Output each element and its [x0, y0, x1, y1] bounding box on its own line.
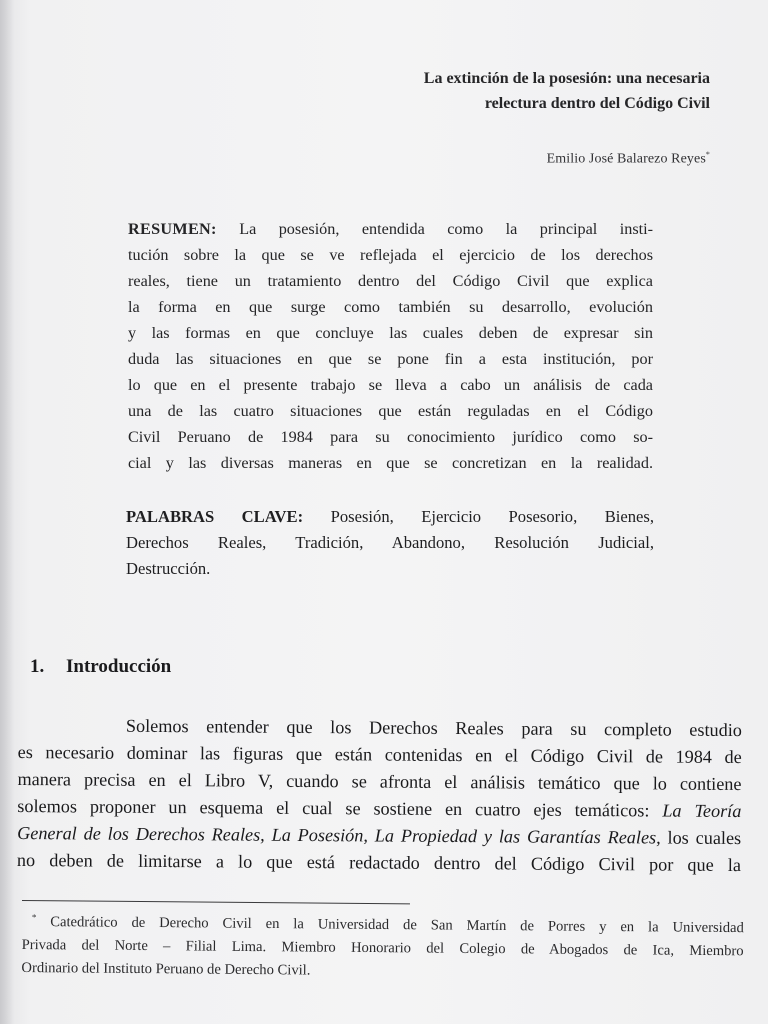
footnote-text-1: Catedrático de Derecho Civil en la Universidad de San Martín de Porres y en la Universidad	[50, 914, 744, 937]
abstract-line-2: tución sobre la que se ve reflejada el ejercicio de los derechos	[128, 246, 653, 264]
keywords-label: PALABRAS CLAVE:	[126, 507, 304, 526]
author-name: Emilio José Balarezo Reyes	[546, 151, 706, 167]
page-edge-shadow	[0, 0, 14, 1024]
abstract-line-10: cial y las diversas maneras en que se concretizan en la realidad.	[128, 454, 653, 472]
abstract-line-1	[128, 216, 653, 242]
section-heading	[30, 656, 171, 678]
abstract-line-4: la forma en que surge como también su desarrollo, evolución	[128, 298, 653, 316]
abstract-line-6: duda las situaciones en que se pone fin a esta institución, por	[128, 350, 653, 368]
footnote-divider	[22, 900, 410, 904]
article-title-line-2: relectura dentro del Código Civil	[484, 95, 710, 112]
author-byline	[547, 150, 710, 168]
abstract-text-1: La posesión, entendida como la principal insti-	[239, 220, 654, 238]
keywords-text-1: Posesión, Ejercicio Posesorio, Bienes,	[330, 507, 655, 526]
keywords-line-3: Destrucción.	[126, 559, 211, 578]
article-title	[250, 66, 710, 116]
keywords-line-2: Derechos Reales, Tradición, Abandono, Resolución Judicial,	[126, 533, 654, 552]
body-line-5-text: los cuales	[667, 827, 742, 849]
abstract-line-3: reales, tiene un tratamiento dentro del Código Civil que explica	[128, 272, 653, 290]
keywords	[126, 504, 654, 582]
footnote-line-2: Privada del Norte – Filial Lima. Miembro Honorario del Colegio de Abogados de Ica, Miembro	[21, 936, 744, 960]
body-line-1: Solemos entender que los Derechos Reales para su completo estudio	[125, 715, 742, 741]
keywords-line-1	[126, 504, 654, 530]
abstract-line-8: una de las cuatro situaciones que están reguladas en el Código	[128, 402, 653, 420]
abstract-line-9: Civil Peruano de 1984 para su conocimiento jurídico como so-	[128, 428, 653, 446]
body-text	[17, 712, 742, 879]
footnote-line-3: Ordinario del Instituto Peruano de Derecho Civil.	[21, 959, 311, 979]
abstract-line-5: y las formas en que concluye las cuales deben de expresar sin	[128, 324, 653, 342]
body-line-2: es necesario dominar las figuras que están contenidas en el Código Civil de 1984 de	[17, 741, 742, 768]
section-number: 1.	[30, 656, 45, 677]
author-footnote-mark: *	[705, 150, 710, 159]
footnote	[21, 906, 744, 986]
abstract	[128, 216, 653, 476]
body-line-4-text: solemos proponer un esquema el cual se sostiene en cuatro ejes temáticos:	[17, 795, 650, 821]
body-line-3: manera precisa en el Libro V, cuando se afronta el análisis temático que lo contiene	[17, 768, 742, 795]
abstract-line-7: lo que en el presente trabajo se lleva a cabo un análisis de cada	[128, 376, 653, 394]
abstract-label: RESUMEN:	[128, 220, 217, 238]
section-title: Introducción	[66, 656, 172, 677]
body-line-5-italic: General de los Derechos Reales, La Posesión, La Propiedad y las Garantías Reales,	[17, 822, 661, 848]
article-title-line-1: La extinción de la posesión: una necesaria	[423, 70, 710, 87]
footnote-mark: *	[31, 912, 37, 923]
body-line-6: no deben de limitarse a lo que está redactado dentro del Código Civil por que la	[16, 849, 742, 876]
body-line-4-italic: La Teoría	[662, 800, 742, 822]
